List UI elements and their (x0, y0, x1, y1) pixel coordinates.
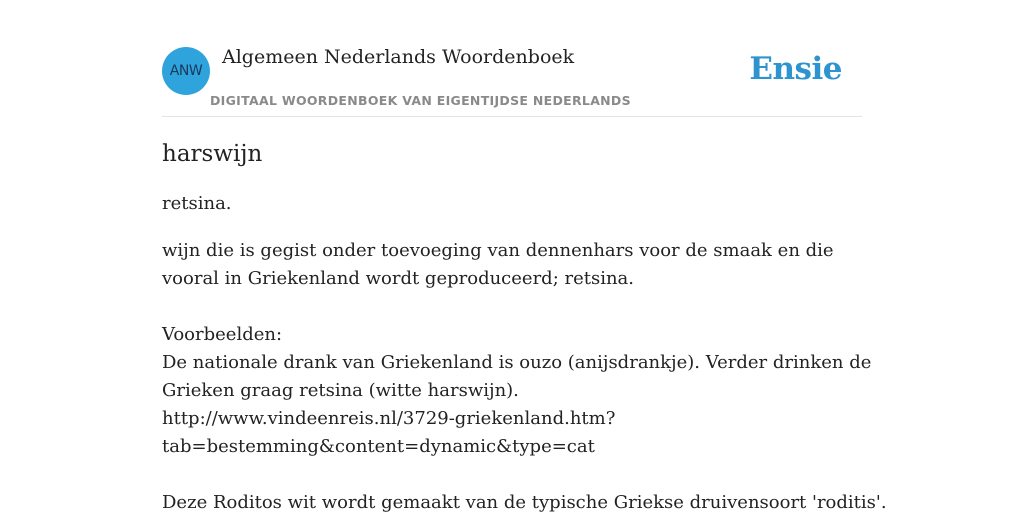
site-title[interactable]: Algemeen Nederlands Woordenboek (222, 46, 575, 68)
site-header (162, 40, 862, 117)
logo-text: ANW (169, 63, 203, 79)
definition-block (162, 237, 887, 512)
example-source-url-continued: tab=bestemming&content=dynamic&type=cat (162, 436, 595, 457)
entry-headword: harswijn (162, 141, 263, 167)
site-subtitle: DIGITAAL WOORDENBOEK VAN EIGENTIJDSE NEDERLANDS (210, 93, 631, 108)
ensie-brand-link[interactable]: Ensie (749, 51, 842, 87)
examples-label: Voorbeelden: (162, 324, 283, 345)
example-source-url: http://www.vindeenreis.nl/3729-griekenland.htm? (162, 408, 616, 429)
short-definition: retsina. (162, 193, 232, 214)
spacer (162, 293, 862, 321)
example-line: De nationale drank van Griekenland is ouzo (anijsdrankje). Verder drinken de (162, 352, 872, 373)
anw-logo[interactable] (162, 47, 210, 95)
example-line: Deze Roditos wit wordt gemaakt van de typische Griekse druivensoort 'roditis'. (162, 492, 887, 512)
entry-content (162, 138, 887, 512)
example-line: Grieken graag retsina (witte harswijn). (162, 380, 519, 401)
definition-text: wijn die is gegist onder toevoeging van dennenhars voor de smaak en die vooral in Griekenland wordt geproduceerd; retsina. (162, 240, 834, 289)
example-line (162, 461, 862, 489)
